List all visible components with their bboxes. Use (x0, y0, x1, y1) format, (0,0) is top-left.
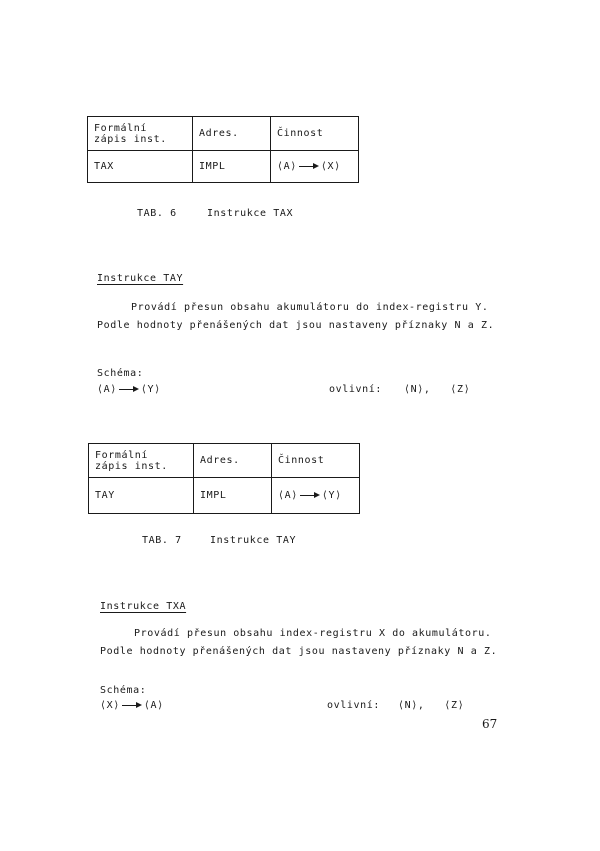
table-caption-text: Instrukce TAX (207, 208, 294, 219)
instruction-table-tax (87, 116, 359, 183)
cell-operation: ⟨A⟩ ⟨X⟩ (271, 151, 359, 183)
section-heading: Instrukce TXA (100, 601, 187, 612)
table-caption-number: TAB. 6 (137, 208, 177, 219)
page-number: 67 (482, 717, 498, 731)
instruction-table-tay (88, 443, 360, 514)
arrow-icon (300, 495, 314, 496)
header-formal-notation: Formální zápis inst. (88, 117, 193, 151)
arrow-icon (119, 389, 133, 390)
header-formal-notation: Formální zápis inst. (89, 444, 194, 478)
affects-flags: ⟨N⟩, ⟨Z⟩ (404, 384, 471, 395)
affects-label: ovlivní: (327, 700, 380, 711)
header-addressing: Adres. (194, 444, 272, 478)
cell-addressing: IMPL (194, 478, 272, 514)
schema-label: Schéma: (97, 368, 144, 379)
section-heading: Instrukce TAY (97, 273, 184, 284)
cell-addressing: IMPL (193, 151, 271, 183)
affects-label: ovlivní: (329, 384, 382, 395)
header-operation: Činnost (271, 117, 359, 151)
cell-operation: ⟨A⟩ ⟨Y⟩ (272, 478, 360, 514)
paragraph-line: Podle hodnoty přenášených dat jsou nastaveny příznaky N a Z. (97, 320, 495, 331)
paragraph-line: Provádí přesun obsahu akumulátoru do index-registru Y. (131, 302, 489, 313)
arrow-icon (299, 166, 313, 167)
schema-label: Schéma: (100, 685, 147, 696)
schema-formula: ⟨X⟩ ⟨A⟩ (100, 700, 164, 711)
table-caption-number: TAB. 7 (142, 535, 182, 546)
header-addressing: Adres. (193, 117, 271, 151)
schema-formula: ⟨A⟩ ⟨Y⟩ (97, 384, 161, 395)
paragraph-line: Podle hodnoty přenášených dat jsou nastaveny příznaky N a Z. (100, 646, 498, 657)
affects-flags: ⟨N⟩, ⟨Z⟩ (398, 700, 465, 711)
paragraph-line: Provádí přesun obsahu index-registru X do akumulátoru. (134, 628, 492, 639)
arrow-icon (122, 705, 136, 706)
header-operation: Činnost (272, 444, 360, 478)
cell-instruction: TAX (88, 151, 193, 183)
table-caption-text: Instrukce TAY (210, 535, 297, 546)
cell-instruction: TAY (89, 478, 194, 514)
